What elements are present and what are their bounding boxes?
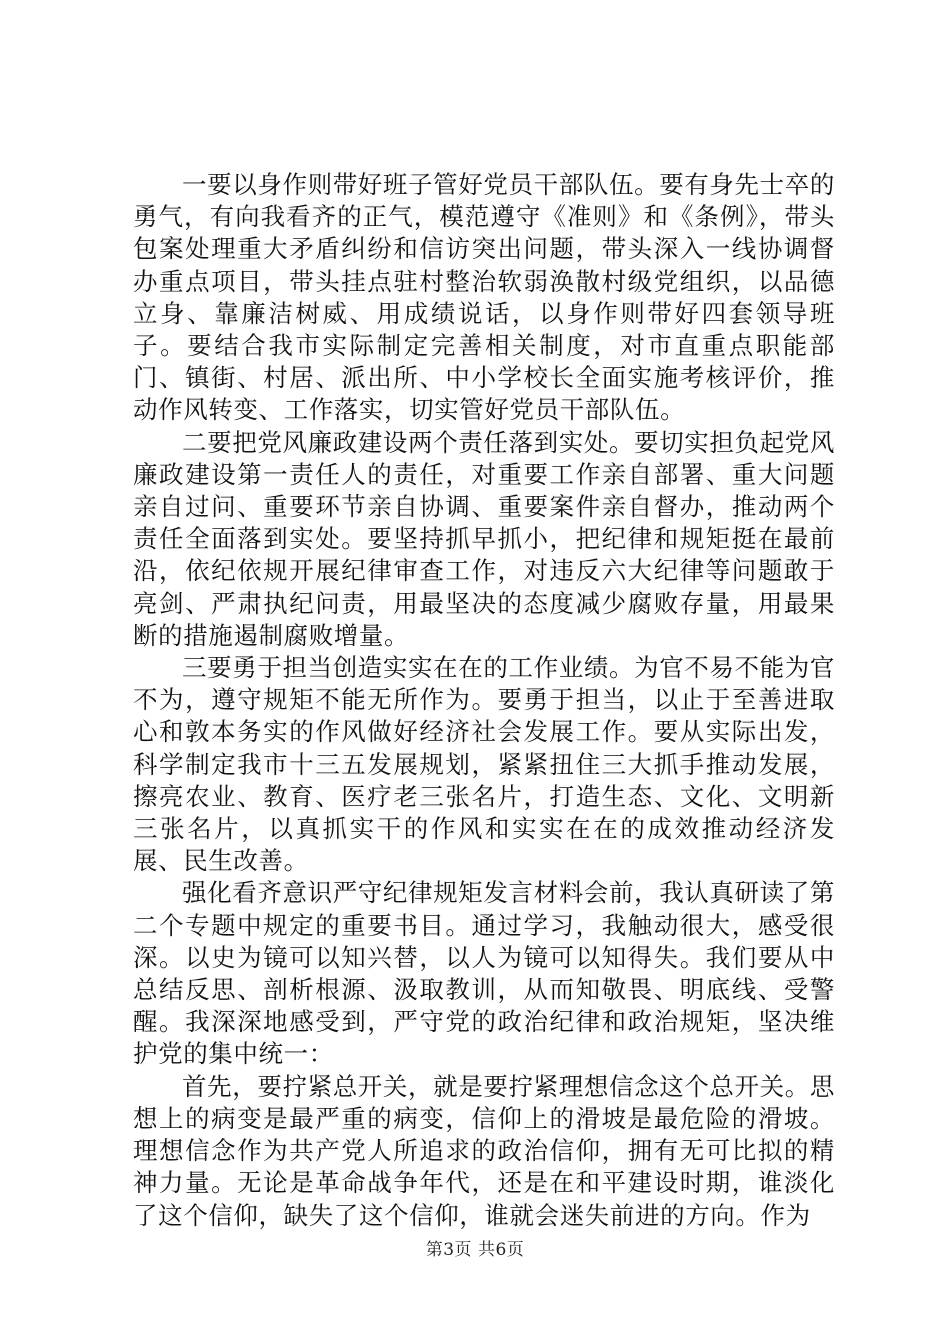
paragraph-4: 强化看齐意识严守纪律规矩发言材料会前，我认真研读了第二个专题中规定的重要书目。通过学习，我触动很大，感受很深。以史为镜可以知兴替，以人为镜可以知得失。我们要从中总结反思、剖析根源、汲取教训，从而知敬畏、明底线、受警醒。我深深地感受到，严守党的政治纪律和政治规矩，坚决维护党的集中统一： (133, 878, 835, 1069)
paragraph-1: 一要以身作则带好班子管好党员干部队伍。要有身先士卒的勇气，有向我看齐的正气，模范遵守《准则》和《条例》，带头包案处理重大矛盾纠纷和信访突出问题，带头深入一线协调督办重点项目，带头挂点驻村整治软弱涣散村级党组织，以品德立身、靠廉洁树威、用成绩说话，以身作则带好四套领导班子。要结合我市实际制定完善相关制度，对市直重点职能部门、镇街、村居、派出所、中小学校长全面实施考核评价，推动作风转变、工作落实，切实管好党员干部队伍。 (133, 170, 835, 425)
paragraph-3: 三要勇于担当创造实实在在的工作业绩。为官不易不能为官不为，遵守规矩不能无所作为。要勇于担当，以止于至善进取心和敦本务实的作风做好经济社会发展工作。要从实际出发，科学制定我市十三五发展规划，紧紧扭住三大抓手推动发展，擦亮农业、教育、医疗老三张名片，打造生态、文化、文明新三张名片，以真抓实干的作风和实实在在的成效推动经济发展、民生改善。 (133, 653, 835, 876)
paragraph-5: 首先，要拧紧总开关，就是要拧紧理想信念这个总开关。思想上的病变是最严重的病变，信仰上的滑坡是最危险的滑坡。理想信念作为共产党人所追求的政治信仰，拥有无可比拟的精神力量。无论是革命战争年代，还是在和平建设时期，谁淡化了这个信仰，缺失了这个信仰，谁就会迷失前进的方向。作为 (133, 1071, 835, 1230)
page-footer: 第3页 共6页 (425, 1240, 525, 1260)
paragraph-2: 二要把党风廉政建设两个责任落到实处。要切实担负起党风廉政建设第一责任人的责任，对重要工作亲自部署、重大问题亲自过问、重要环节亲自协调、重要案件亲自督办，推动两个责任全面落到实处。要坚持抓早抓小，把纪律和规矩挺在最前沿，依纪依规开展纪律审查工作，对违反六大纪律等问题敢于亮剑、严肃执纪问责，用最坚决的态度减少腐败存量，用最果断的措施遏制腐败增量。 (133, 427, 835, 650)
document-body (133, 169, 835, 1232)
